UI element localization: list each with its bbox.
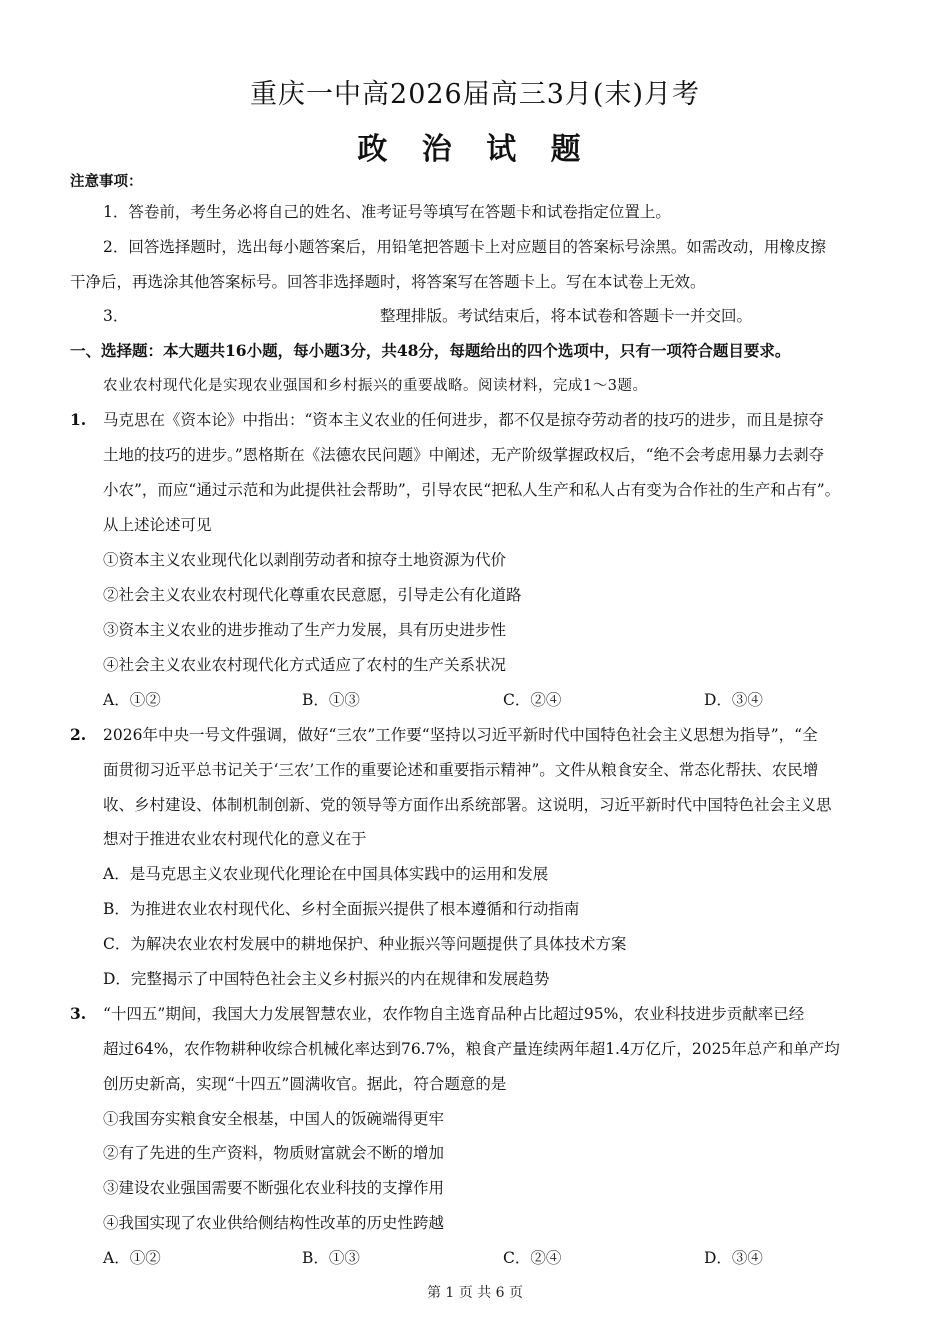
subject-title: 政 治 试 题 — [357, 132, 593, 167]
section-1-intro: 农业农村现代化是实现农业强国和乡村振兴的重要战略。阅读材料，完成1～3题。 — [103, 378, 648, 394]
question-3-option-b[interactable]: B．①③ — [302, 1249, 360, 1267]
question-3-statement: ④我国实现了农业供给侧结构性改革的历史性跨越 — [103, 1214, 445, 1232]
notice-item-3-text: 整理排版。考试结束后，将本试卷和答题卡一并交回。 — [380, 307, 753, 325]
question-3-statement: ②有了先进的生产资料，物质财富就会不断的增加 — [103, 1144, 445, 1162]
question-3-line: 超过64%，农作物耕种收综合机械化率达到76.7%，粮食产量连续两年超1.4万亿斤，2025年总产和单产均 — [103, 1040, 840, 1058]
question-1-line: 从上述论述可见 — [103, 516, 212, 534]
section-1-heading: 一、选择题：本大题共16小题，每小题3分，共48分，每题给出的四个选项中，只有一项符合题目要求。 — [70, 341, 791, 360]
question-3-number: 3. — [70, 1004, 87, 1023]
question-3-line: “十四五”期间，我国大力发展智慧农业，农作物自主选育品种占比超过95%，农业科技进步贡献率已经 — [103, 1005, 805, 1023]
question-3-statement: ①我国夯实粮食安全根基，中国人的饭碗端得更牢 — [103, 1110, 445, 1128]
exam-title: 重庆一中高2026届高三3月(末)月考 — [250, 79, 700, 110]
question-1-statement: ②社会主义农业农村现代化尊重农民意愿，引导走公有化道路 — [103, 586, 522, 604]
question-1-option-b[interactable]: B．①③ — [302, 691, 360, 709]
question-2-line: 面贯彻习近平总书记关于‘三农’工作的重要论述和重要指示精神”。文件从粮食安全、常态化帮扶、农民增 — [103, 761, 819, 779]
question-1-line: 小农”，而应“通过示范和为此提供社会帮助”，引导农民“把私人生产和私人占有变为合作社的生产和占有”。 — [103, 481, 841, 499]
question-1-option-a[interactable]: A．①② — [103, 691, 161, 709]
question-1-line: 土地的技巧的进步。”恩格斯在《法德农民问题》中阐述，无产阶级掌握政权后，“绝不会考虑用暴力去剥夺 — [103, 446, 825, 464]
question-1-number: 1. — [70, 410, 87, 429]
notice-item-2-line-2: 干净后，再选涂其他答案标号。回答非选择题时，将答案写在答题卡上。写在本试卷上无效。 — [70, 273, 706, 291]
question-2-line: 想对于推进农业农村现代化的意义在于 — [103, 830, 367, 848]
question-2-option-b[interactable]: B．为推进农业农村现代化、乡村全面振兴提供了根本遵循和行动指南 — [103, 900, 580, 918]
question-1-statement: ①资本主义农业现代化以剥削劳动者和掠夺土地资源为代价 — [103, 551, 507, 569]
question-2-line: 2026年中央一号文件强调，做好“三农”工作要“坚持以习近平新时代中国特色社会主义思想为指导”，“全 — [103, 726, 818, 744]
question-3-option-c[interactable]: C．②④ — [503, 1249, 562, 1267]
question-3-statement: ③建设农业强国需要不断强化农业科技的支撑作用 — [103, 1179, 445, 1197]
question-2-number: 2. — [70, 725, 87, 744]
notice-item-1: 1．答卷前，考生务必将自己的姓名、准考证号等填写在答题卡和试卷指定位置上。 — [103, 203, 671, 221]
question-1-statement: ③资本主义农业的进步推动了生产力发展，具有历史进步性 — [103, 621, 507, 639]
question-2-option-d[interactable]: D．完整揭示了中国特色社会主义乡村振兴的内在规律和发展趋势 — [103, 970, 550, 988]
question-1-line: 马克思在《资本论》中指出：“资本主义农业的任何进步，都不仅是掠夺劳动者的技巧的进步，而且是掠夺 — [103, 411, 824, 429]
question-3-option-d[interactable]: D．③④ — [704, 1249, 763, 1267]
question-2-line: 收、乡村建设、体制机制创新、党的领导等方面作出系统部署。这说明，习近平新时代中国特色社会主义思 — [103, 796, 832, 814]
notice-heading: 注意事项： — [70, 173, 143, 190]
notice-item-2-line-1: 2．回答选择题时，选出每小题答案后，用铅笔把答题卡上对应题目的答案标号涂黑。如需改动，用橡皮擦 — [103, 238, 826, 256]
question-1-option-c[interactable]: C．②④ — [503, 691, 562, 709]
question-1-option-d[interactable]: D．③④ — [704, 691, 763, 709]
question-2-option-a[interactable]: A．是马克思主义农业现代化理论在中国具体实践中的运用和发展 — [103, 865, 549, 883]
notice-item-3-number: 3． — [103, 307, 129, 325]
page-footer: 第 1 页 共 6 页 — [426, 1285, 524, 1301]
question-2-option-c[interactable]: C．为解决农业农村发展中的耕地保护、种业振兴等问题提供了具体技术方案 — [103, 935, 627, 953]
question-1-statement: ④社会主义农业农村现代化方式适应了农村的生产关系状况 — [103, 656, 507, 674]
question-3-option-a[interactable]: A．①② — [103, 1249, 161, 1267]
question-3-line: 创历史新高，实现“十四五”圆满收官。据此，符合题意的是 — [103, 1075, 507, 1093]
